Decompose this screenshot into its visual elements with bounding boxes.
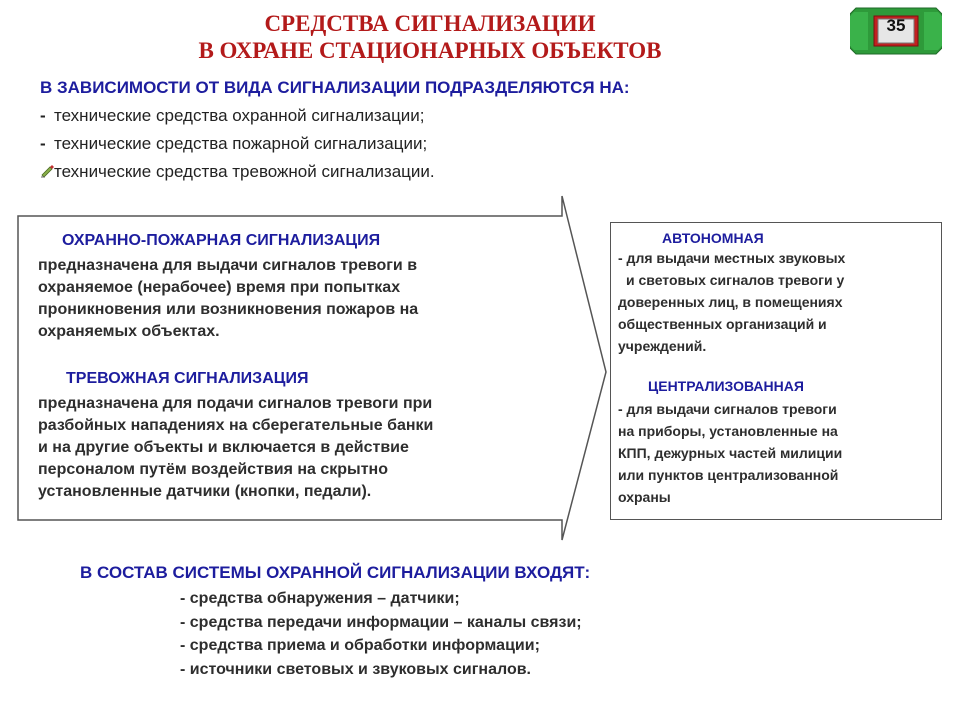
autonomous-title: АВТОНОМНАЯ	[662, 230, 764, 246]
bullet-dash: -	[40, 134, 46, 153]
list-item-text: технические средства тревожной сигнализации.	[54, 162, 435, 181]
text-line: предназначена для подачи сигналов тревоги при	[38, 395, 433, 412]
text-line: проникновения или возникновения пожаров на	[38, 301, 419, 318]
system-composition-heading: В СОСТАВ СИСТЕМЫ ОХРАННОЙ СИГНАЛИЗАЦИИ ВХОДЯТ:	[80, 563, 591, 582]
classification-heading: В ЗАВИСИМОСТИ ОТ ВИДА СИГНАЛИЗАЦИИ ПОДРАЗДЕЛЯЮТСЯ НА:	[40, 78, 630, 97]
text-line: доверенных лиц, в помещениях	[618, 294, 843, 310]
list-item: - средства передачи информации – каналы связи;	[180, 613, 582, 631]
centralized-description	[618, 398, 842, 508]
text-line: охраняемое (нерабочее) время при попытках	[38, 279, 401, 296]
text-line: учреждений.	[618, 338, 707, 354]
text-line: персоналом путём воздействия на скрытно	[38, 461, 388, 478]
text-line: на приборы, установленные на	[618, 423, 838, 439]
system-composition-list	[180, 588, 582, 682]
bullet-dash: -	[40, 106, 46, 125]
text-line: и на другие объекты и включается в действие	[38, 439, 409, 456]
list-item-text: технические средства охранной сигнализации;	[54, 106, 425, 125]
text-line: - для выдачи сигналов тревоги	[618, 401, 837, 417]
text-line: - для выдачи местных звуковых	[618, 250, 846, 266]
slide-title-line1: СРЕДСТВА СИГНАЛИЗАЦИИ	[264, 11, 596, 36]
autonomous-description	[618, 247, 845, 357]
text-line: или пунктов централизованной	[618, 467, 839, 483]
text-line: предназначена для выдачи сигналов тревоги в	[38, 257, 418, 274]
text-line: охраны	[618, 489, 671, 505]
fire-security-title: ОХРАННО-ПОЖАРНАЯ СИГНАЛИЗАЦИЯ	[62, 232, 381, 249]
text-line: КПП, дежурных частей милиции	[618, 445, 843, 461]
centralized-title: ЦЕНТРАЛИЗОВАННАЯ	[648, 378, 804, 394]
text-line: общественных организаций и	[618, 316, 827, 332]
text-line: установленные датчики (кнопки, педали).	[38, 483, 372, 500]
text-line: и световых сигналов тревоги у	[626, 272, 845, 288]
list-item-text: технические средства пожарной сигнализации;	[54, 134, 428, 153]
list-item: - источники световых и звуковых сигналов.	[180, 660, 531, 678]
list-item: - средства приема и обработки информации;	[180, 637, 540, 654]
text-line: разбойных нападениях на сберегательные банки	[38, 417, 434, 434]
alarm-description	[38, 393, 433, 503]
alarm-title: ТРЕВОЖНАЯ СИГНАЛИЗАЦИЯ	[66, 370, 309, 387]
list-item: - средства обнаружения – датчики;	[180, 590, 460, 607]
slide-title-line2: В ОХРАНЕ СТАЦИОНАРНЫХ ОБЪЕКТОВ	[198, 38, 662, 63]
fire-security-description	[38, 255, 418, 343]
page-number: 35	[886, 16, 906, 35]
text-line: охраняемых объектах.	[38, 323, 220, 340]
